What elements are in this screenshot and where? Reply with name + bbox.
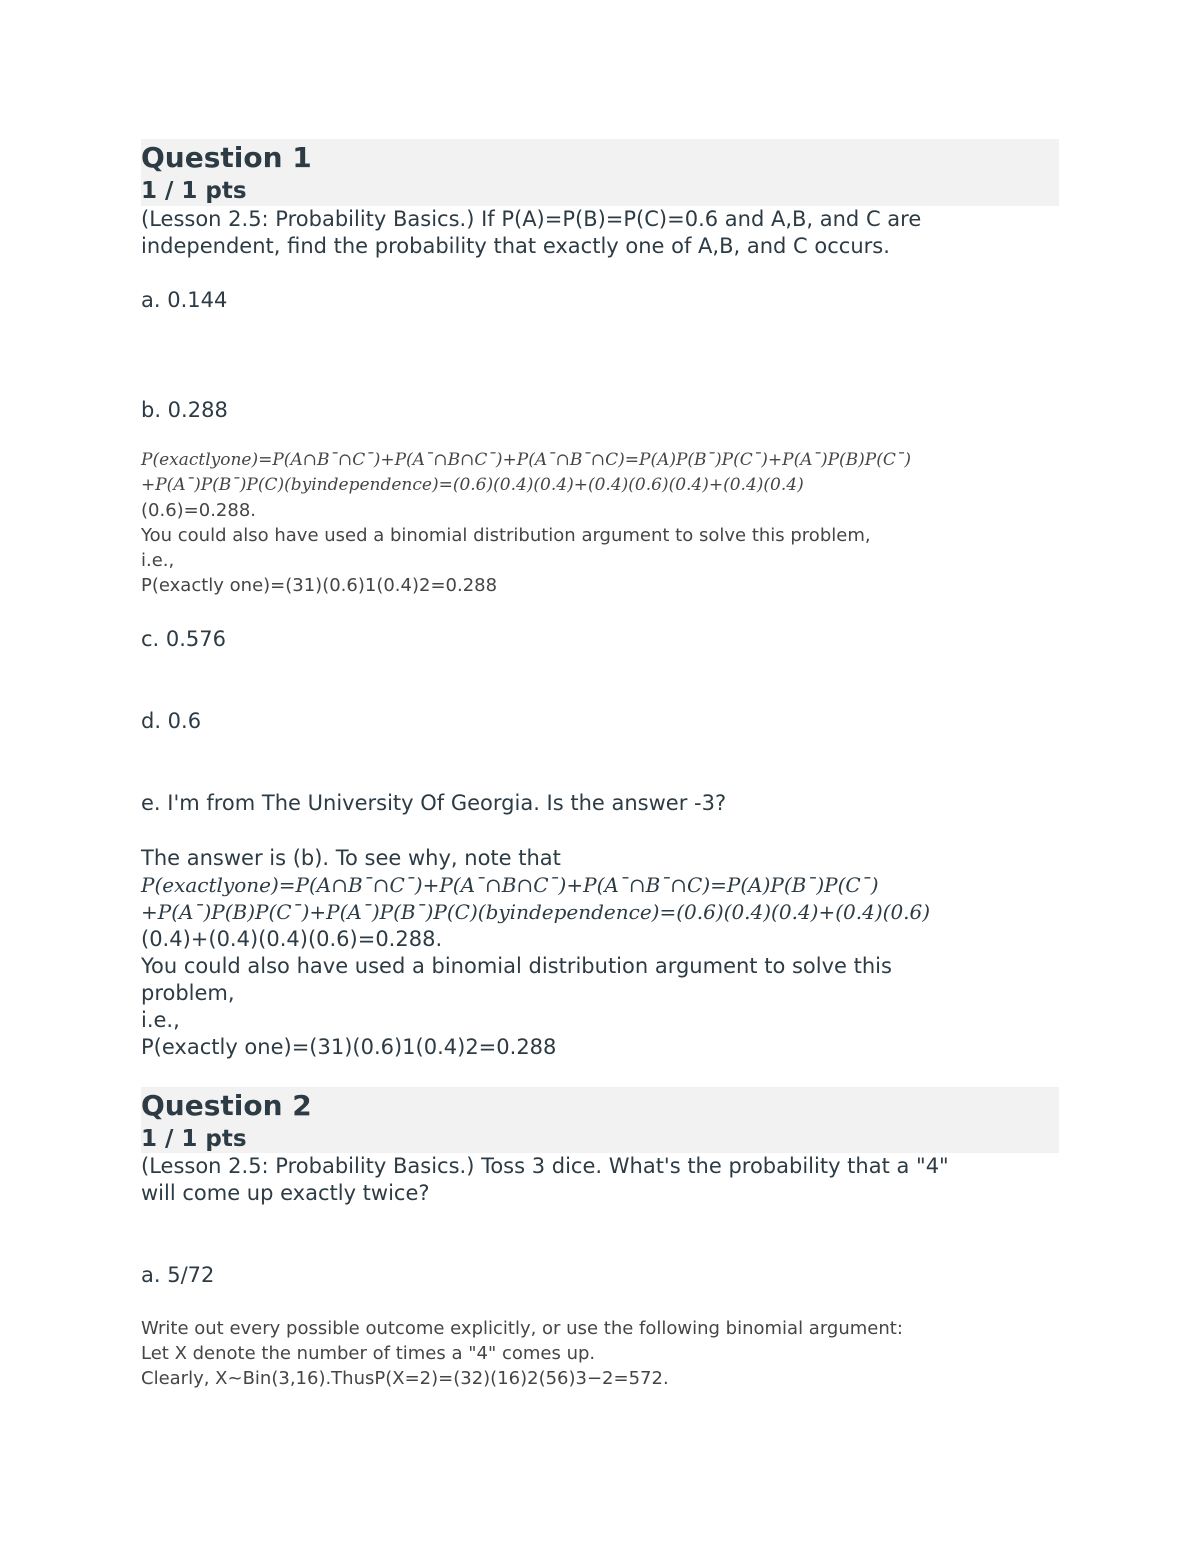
answer-b-comment-line-1: P(exactlyone)=P(A∩B¯∩C¯)+P(A¯∩B∩C¯)+P(A¯∩B¯∩C)=P(A)P(B¯)P(C¯)+P(A¯)P(B)P(C¯) [141,450,912,470]
explanation-line-1: The answer is (b). To see why, note that [141,846,561,870]
question-2-points: 1 / 1 pts [141,1126,247,1152]
explanation-line-5: You could also have used a binomial distribution argument to solve this [141,954,892,978]
answer-d[interactable]: d. 0.6 [141,709,202,733]
question-1-title: Question 1 [141,141,312,174]
answer-b-comment-line-6: P(exactly one)=(31)(0.6)1(0.4)2=0.288 [141,575,498,596]
answer-b[interactable]: b. 0.288 [141,398,228,422]
answer-b-comment [141,448,1059,598]
question-1-explanation [141,845,1059,1061]
explanation-line-7: i.e., [141,1008,180,1032]
question-2 [141,1087,1059,1391]
question-2-text-line-1: (Lesson 2.5: Probability Basics.) Toss 3 dice. What's the probability that a "4" [141,1154,949,1178]
explanation-line-4: (0.4)+(0.4)(0.4)(0.6)=0.288. [141,927,443,951]
answer-b-comment-line-4: You could also have used a binomial distribution argument to solve this problem, [141,525,871,546]
explanation-line-6: problem, [141,981,235,1005]
answer-b-comment-line-3: (0.6)=0.288. [141,500,257,521]
explanation-line-8: P(exactly one)=(31)(0.6)1(0.4)2=0.288 [141,1035,557,1059]
question-1-header [141,139,1059,206]
question-1 [141,139,1059,1061]
answer-a[interactable]: a. 0.144 [141,288,228,312]
question-1-points: 1 / 1 pts [141,178,247,204]
question-1-text-line-1: (Lesson 2.5: Probability Basics.) If P(A)=P(B)=P(C)=0.6 and A,B, and C are [141,207,922,231]
question-2-text-line-2: will come up exactly twice? [141,1181,430,1205]
answer-2a-comment-line-2: Let X denote the number of times a "4" comes up. [141,1343,596,1364]
answer-e[interactable]: e. I'm from The University Of Georgia. Is the answer -3? [141,791,727,815]
answer-2a-comment [141,1316,1059,1391]
answer-2a[interactable]: a. 5/72 [141,1263,215,1287]
explanation-line-2: P(exactlyone)=P(A∩B¯∩C¯)+P(A¯∩B∩C¯)+P(A¯∩B¯∩C)=P(A)P(B¯)P(C¯) [141,873,879,897]
question-1-text-line-2: independent, find the probability that exactly one of A,B, and C occurs. [141,234,890,258]
answer-c[interactable]: c. 0.576 [141,627,227,651]
question-2-title: Question 2 [141,1089,312,1122]
quiz-page [141,139,1059,1391]
answer-2a-comment-line-1: Write out every possible outcome explicitly, or use the following binomial argument: [141,1318,903,1339]
answer-2a-comment-line-3: Clearly, X~Bin(3,16).ThusP(X=2)=(32)(16)2(56)3−2=572. [141,1368,669,1389]
explanation-line-3: +P(A¯)P(B)P(C¯)+P(A¯)P(B¯)P(C)(byindependence)=(0.6)(0.4)(0.4)+(0.4)(0.6) [141,900,931,924]
answer-b-comment-line-5: i.e., [141,550,175,571]
answer-b-comment-line-2: +P(A¯)P(B¯)P(C)(byindependence)=(0.6)(0.4)(0.4)+(0.4)(0.6)(0.4)+(0.4)(0.4) [141,475,804,495]
question-2-header [141,1087,1059,1153]
